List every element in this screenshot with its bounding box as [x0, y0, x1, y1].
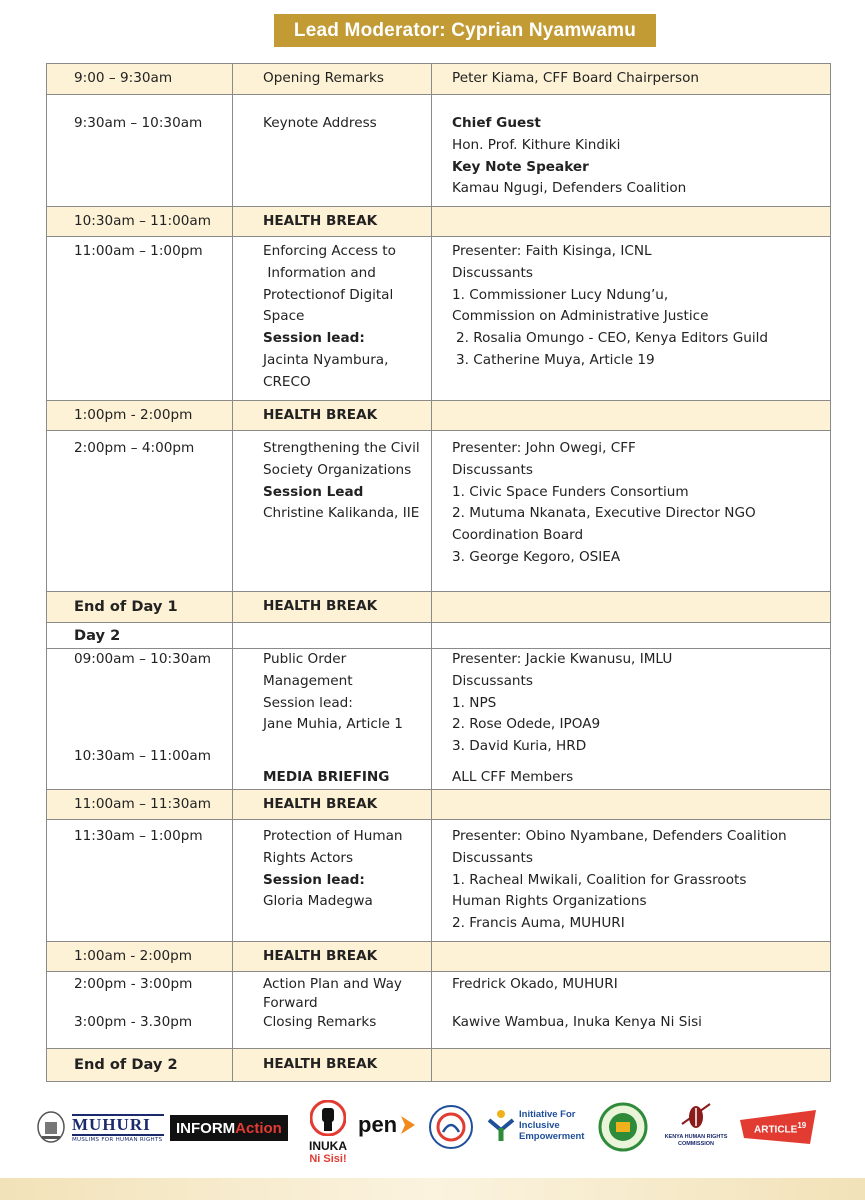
- table-row: [47, 789, 831, 819]
- speaker-cell: [432, 971, 831, 1048]
- session-cell: [233, 971, 432, 1048]
- session-cell: [233, 623, 432, 649]
- article19-logo: [738, 1110, 818, 1140]
- time-cell: [47, 971, 233, 1048]
- inform-action-logo: [170, 1115, 288, 1141]
- green-badge-icon: [598, 1102, 648, 1152]
- speaker-line: Presenter: Jackie Kwanusu, IMLU: [452, 651, 673, 667]
- session-line: Public Order: [263, 651, 347, 667]
- speaker-line: Kawive Wambua, Inuka Kenya Ni Sisi: [452, 1013, 702, 1030]
- speaker-line: Human Rights Organizations: [452, 893, 647, 910]
- lead-moderator-banner: Lead Moderator: Cyprian Nyamwamu: [274, 14, 656, 47]
- speaker-line: 2. Francis Auma, MUHURI: [452, 915, 625, 932]
- speaker-line: 1. Racheal Mwikali, Coalition for Grassroots: [452, 871, 747, 888]
- muhuri-tagline: MUSLIMS FOR HUMAN RIGHTS: [72, 1137, 163, 1143]
- speaker-line: Chief Guest: [452, 115, 541, 131]
- speaker-cell: [432, 431, 831, 592]
- inform-wordmark: INFORM: [176, 1119, 236, 1137]
- session-line: Information and: [263, 264, 376, 281]
- session-cell: HEALTH BREAK: [233, 207, 432, 237]
- day-label: Day 2: [47, 623, 233, 649]
- time-cell: 10:30am – 11:00am: [47, 207, 233, 237]
- speaker-line: 3. George Kegoro, OSIEA: [452, 548, 621, 565]
- speaker-line: 3. Catherine Muya, Article 19: [456, 351, 655, 368]
- table-row: [47, 819, 831, 941]
- session-line: Session lead:: [263, 871, 365, 888]
- session-line: Session Lead: [263, 483, 364, 500]
- table-row: [47, 237, 831, 401]
- speaker-line: Hon. Prof. Kithure Kindiki: [452, 136, 621, 153]
- table-row: [47, 1048, 831, 1081]
- session-line: Management: [263, 672, 353, 689]
- pen-logo: [358, 1112, 419, 1138]
- iie-line: Initiative For: [519, 1108, 576, 1120]
- session-line: Society Organizations: [263, 461, 412, 478]
- speaker-line: Key Note Speaker: [452, 158, 589, 175]
- speaker-line: Discussants: [452, 672, 533, 689]
- session-line: Space: [263, 308, 305, 325]
- people-icon: [486, 1108, 516, 1142]
- iie-line: Empowerment: [519, 1130, 585, 1142]
- inuka-wordmark: INUKA: [309, 1139, 347, 1153]
- time-cell: 9:30am – 10:30am: [47, 95, 233, 207]
- session-line: Forward: [263, 994, 318, 1011]
- speaker-line: 1. Civic Space Funders Consortium: [452, 483, 689, 500]
- pen-wordmark: pen: [358, 1112, 398, 1137]
- session-line: MEDIA BRIEFING: [263, 769, 390, 786]
- session-cell: HEALTH BREAK: [233, 592, 432, 623]
- speaker-cell: [432, 623, 831, 649]
- time-cell: 11:00am – 11:30am: [47, 789, 233, 819]
- raised-fist-icon: [310, 1100, 346, 1136]
- session-cell: [233, 237, 432, 401]
- speaker-line: 3. David Kuria, HRD: [452, 738, 587, 755]
- session-line: Session lead:: [263, 694, 353, 711]
- session-cell: Opening Remarks: [233, 64, 432, 95]
- table-row: [47, 431, 831, 592]
- session-cell: HEALTH BREAK: [233, 401, 432, 431]
- speaker-line: Kamau Ngugi, Defenders Coalition: [452, 180, 687, 197]
- muhuri-wordmark: MUHURI: [72, 1114, 164, 1136]
- speaker-cell: [432, 237, 831, 401]
- partner-logos: [36, 1100, 836, 1170]
- session-line: Session lead:: [263, 330, 365, 347]
- schedule-table: [46, 63, 831, 1082]
- session-cell: [233, 649, 432, 790]
- table-row: [47, 623, 831, 649]
- speaker-cell: [432, 941, 831, 971]
- time-line: 09:00am – 10:30am: [74, 651, 211, 667]
- table-row: [47, 95, 831, 207]
- speaker-cell: [432, 1048, 831, 1081]
- speaker-line: Presenter: John Owegi, CFF: [452, 440, 636, 456]
- inuka-tagline: Ni Sisi!: [309, 1153, 347, 1165]
- time-cell: End of Day 1: [47, 592, 233, 623]
- session-line: CRECO: [263, 373, 311, 390]
- speaker-line: 2. Rose Odede, IPOA9: [452, 716, 601, 733]
- iie-line: Inclusive: [519, 1119, 560, 1131]
- khrc-wordmark: KENYA HUMAN RIGHTS COMMISSION: [664, 1134, 728, 1147]
- speaker-cell: Peter Kiama, CFF Board Chairperson: [432, 64, 831, 95]
- table-row: [47, 64, 831, 95]
- session-line: Jacinta Nyambura,: [263, 351, 389, 368]
- article19-wordmark: [754, 1121, 806, 1135]
- spear-shield-icon: [676, 1100, 716, 1130]
- speaker-line: 1. Commissioner Lucy Ndung’u,: [452, 286, 669, 303]
- time-cell: 1:00pm - 2:00pm: [47, 401, 233, 431]
- table-row: [47, 401, 831, 431]
- table-row: [47, 941, 831, 971]
- time-line: 2:00pm - 3:00pm: [74, 975, 193, 992]
- session-cell: [233, 431, 432, 592]
- speaker-line: 2. Rosalia Omungo - CEO, Kenya Editors Guild: [456, 330, 769, 347]
- speaker-line: Commission on Administrative Justice: [452, 308, 709, 325]
- footer-gold-bar: [0, 1178, 865, 1200]
- time-line: 10:30am – 11:00am: [74, 747, 211, 764]
- muhuri-logo: [72, 1114, 164, 1143]
- association-emblem-icon: [428, 1104, 474, 1150]
- khrc-logo: [661, 1100, 731, 1148]
- table-row: [47, 592, 831, 623]
- speaker-cell: [432, 207, 831, 237]
- speaker-line: Presenter: Obino Nyambane, Defenders Coalition: [452, 827, 787, 844]
- session-cell: HEALTH BREAK: [233, 1048, 432, 1081]
- speaker-line: Fredrick Okado, MUHURI: [452, 975, 618, 992]
- table-row: [47, 649, 831, 790]
- time-cell: 11:30am – 1:00pm: [47, 819, 233, 941]
- session-line: Christine Kalikanda, IIE: [263, 505, 420, 522]
- speaker-line: Presenter: Faith Kisinga, ICNL: [452, 243, 652, 259]
- session-cell: [233, 819, 432, 941]
- speaker-cell: [432, 401, 831, 431]
- session-line: Protectionof Digital: [263, 286, 394, 303]
- time-cell: [47, 649, 233, 790]
- session-cell: HEALTH BREAK: [233, 941, 432, 971]
- speaker-line: 2. Mutuma Nkanata, Executive Director NGO: [452, 505, 756, 522]
- pen-arrow-icon: [397, 1114, 419, 1136]
- speaker-cell: [432, 819, 831, 941]
- government-seal-icon: [36, 1110, 66, 1144]
- speaker-cell: [432, 649, 831, 790]
- session-line: Gloria Madegwa: [263, 893, 373, 910]
- inuka-logo: [304, 1100, 352, 1166]
- speaker-line: Discussants: [452, 264, 533, 281]
- table-row: [47, 207, 831, 237]
- speaker-line: 1. NPS: [452, 694, 497, 711]
- action-wordmark: Action: [235, 1119, 282, 1137]
- session-line: Jane Muhia, Article 1: [263, 716, 403, 733]
- speaker-line: Discussants: [452, 849, 533, 866]
- article-number: 19: [797, 1121, 807, 1130]
- article-text: ARTICLE: [754, 1124, 798, 1136]
- iie-logo: [486, 1108, 584, 1142]
- session-line: Enforcing Access to: [263, 243, 396, 259]
- time-cell: 2:00pm – 4:00pm: [47, 431, 233, 592]
- session-line: Action Plan and Way: [263, 975, 402, 992]
- time-cell: End of Day 2: [47, 1048, 233, 1081]
- session-cell: HEALTH BREAK: [233, 789, 432, 819]
- time-cell: 1:00am - 2:00pm: [47, 941, 233, 971]
- session-line: Strengthening the Civil: [263, 440, 420, 456]
- speaker-cell: [432, 789, 831, 819]
- session-line: Rights Actors: [263, 849, 354, 866]
- speaker-cell: [432, 592, 831, 623]
- table-row: [47, 971, 831, 1048]
- speaker-line: Discussants: [452, 461, 533, 478]
- session-line: Protection of Human: [263, 827, 403, 844]
- session-line: Closing Remarks: [263, 1013, 377, 1030]
- time-cell: 9:00 – 9:30am: [47, 64, 233, 95]
- speaker-line: Coordination Board: [452, 527, 584, 544]
- session-cell: Keynote Address: [233, 95, 432, 207]
- speaker-line: ALL CFF Members: [452, 768, 574, 785]
- time-line: 3:00pm - 3.30pm: [74, 1013, 193, 1030]
- time-cell: 11:00am – 1:00pm: [47, 237, 233, 401]
- speaker-cell: [432, 95, 831, 207]
